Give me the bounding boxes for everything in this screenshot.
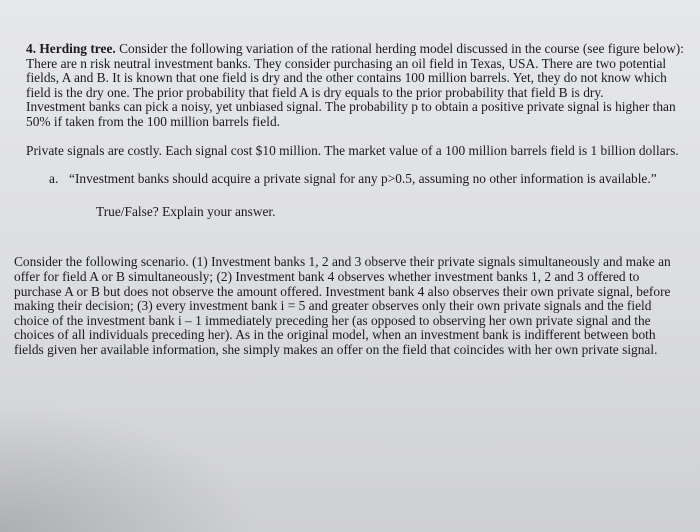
true-false-prompt: True/False? Explain your answer. [96,203,276,219]
question-a-statement: “Investment banks should acquire a private signal for any p>0.5, assuming no other information is available.” [69,171,657,187]
scenario-paragraph: Consider the following scenario. (1) Investment banks 1, 2 and 3 observe their private signals simultaneously and make an offer for field A or B simultaneously; (2) Investment bank 4 observes whether investment banks 1, 2 and 3 offered to purchase A or B but does not observe the amount offered. Investment bank 4 also observes their own private signal, before making their decision; (3) every investment bank i = 5 and greater observes only their own private signals and the field choice of the investment bank i – 1 immediately preceding her (as opposed to observing her own private signal and the choices of all individuals preceding her). As in the original model, when an investment bank is indifferent between both fields given her available information, she simply makes an offer on the field that coincides with her own private signal. [14,254,671,357]
signal-cost-paragraph: Private signals are costly. Each signal cost $10 million. The market value of a 100 million barrels field is 1 billion dollars. [26,142,679,158]
problem-body: Consider the following variation of the rational herding model discussed in the course (see figure below): There are n risk neutral investment banks. They consider purchasing an oil field in Texas, USA. There are two potential fields, A and B. It is known that one field is dry and the other contains 100 million barrels. Yet, they do not know which field is the dry one. The prior probability that field A is dry equals to the prior probability that field B is dry. [26,41,684,100]
photo-shadow [0,402,260,532]
question-a-label: a. [49,171,59,187]
question-a [49,172,686,187]
problem-intro [26,42,686,130]
problem-statement [26,42,686,100]
signal-description: Investment banks can pick a noisy, yet unbiased signal. The probability p to obtain a positive private signal is higher than 50% if taken from the 100 million barrels field. [26,99,676,129]
problem-title: 4. Herding tree. [26,41,116,56]
